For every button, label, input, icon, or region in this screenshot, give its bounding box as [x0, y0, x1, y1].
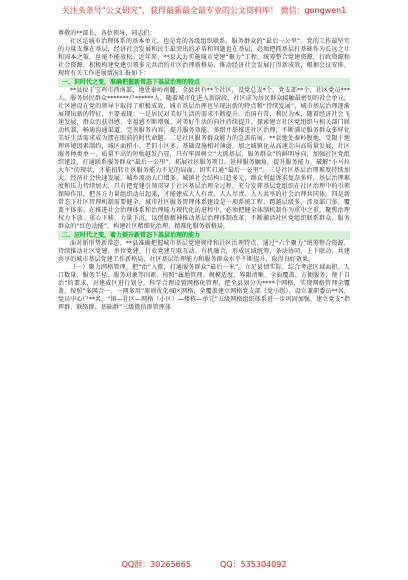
paragraph-section-1: **县位于宝鸡市西南部，地处秦岭南麓，全县共有**个社区，设党总支*个、党支部**个，社区党员***人。服务居民群众*******户******人。随着城市化进入新阶段，社区成为居民群众接触最密切的社会单元，社区建设在党的领导下取得了积极成效，城市基层治理也呈现出新的特点和“持续发展”，城市基层治理逐渐展现出新的特征，主要表现：一是居民对美好生活的需求不断提升。治国有常，利民为本，随着经济社会飞速发展，群众的获得感、幸福感不断增强，对美好生活的向往持续提升。探索建立社区党组织与相关部门联动机制，畅通沟通渠道，完善服务内容，提升服务效能，多措并举推进社区治理，不断满足服务群众多样化美好生活需求成为摆在眼前的时代命题。二是社区服务群众能力的急需拓展。**县地处秦岭腹地，受限于地理环境因素制约，城区面积小、老旧小区多，基础设施相对薄弱，加之城镇化从高速走向高质量发展，社区服务种类单一，质量不高的短板越发凸显，只有牢固树立“大抓基层、服务群众”的鲜明导向，加强社区党组织建设，打通联系服务群众“最后一公里”，拓展社区服务项目，延伸服务触角，提升服务能力，破解“小马拉大车”的现状，才能扭转社区服务能力不足的局面，切实打通“最后一公里”。三是社区基层治理难度持续加大。经济社会快速发展，城乡流动人口增多，城镇社会结构日趋多元，群众利益诉求复杂多样，基层治理难度和压力持续加大，只有把党建引领贯穿于社区基层治理全过程，充分发挥基层党组织在社区治理中的引领保障作用，把各方力量组织动员起来，才能建成人人有责、人人尽责、人人共享的社会治理共同体。四是新常态下社区管理机制需要健全。城市社区服务管理体系建设是一项系统工程，跨越层级多、涉及部门多、覆盖主体多。在推进社会治理体系和治理能力现代化的进程中，必须把健全体制机制作为重中之重，聚焦治理权力下放、重心下移、力量下沉，以创新精神推动基层治理体制改革，不断激活社区党组织联系群众、服务群众的“红色动能”，构建社区精细化治理、精准化服务新格局。 — [58, 87, 350, 230]
footer-qq: QQ：535304092 — [220, 560, 287, 569]
salutation: 尊敬的**部长，各位领导，同志们： — [58, 30, 156, 37]
paragraph-intro: 社区是城市治理体系的基本单元，也是党的各级组织联系、服务群众的“最后一公里”。党的工作最坚实的力量支撑在基层，经济社会发展和民生最突出的矛盾和问题也在基层，必须把抓基层打基础作为长远之计和固本之策，丝毫不能放松。近年来，**县大力实施城市党建“聚力”工程，统筹整合党建资源，行政资源和社会资源，积极构建党建引领多元共治的社区治理新格局，推动经济社会发展打得新成效，根据会议安排，现将有关工作进展情况汇报如下： — [58, 38, 350, 77]
paragraph-subsection-1: （一）聚力网格管理，把“治”入微，打通服务群众“最后一米”。立足县情实际，综合考虑区域面积、人口数量、服务半径、服务对象等因素，按照“属地管理、规模适度、界限清晰、全面覆盖、方便服务、便于自治”的要求，对建成区进行划分，科学合理设置网格化管理，把全县划分为****个网格，实现网格管理全覆盖，按照“多网合一、一网多用”原则优化城区网格，全覆盖建立网格党支部（党小组），设立兼职委员**名，党员中心户**名，“镇—社区—网格（小区）—楼栋—单元”五级网格组织体系进一步巩固加强。建立党支“指挥群、联络群、基础群”三级微信群管理体 — [58, 264, 350, 311]
section-heading-1: 一、识时代之变，准确把握新常态下基层治理的特点 — [58, 78, 350, 87]
footer — [0, 559, 408, 570]
document-body — [58, 30, 350, 312]
footer-qq-group: QQ群：30265665 — [121, 560, 191, 569]
paragraph-section-2: 面对新形势新常态，**县准确把握城市基层党建规律和社区治理特点，通过“六个聚力”统筹整合资源，持续推动社区党建、单位党建、行业党建互联互动、有机融合，形成区域统筹、条块协同、上下联动、共建共享的城市基层党建工作新格局，社区基层治理能力和服务群众水平不断提升，取得良好效果。 — [58, 240, 350, 263]
top-banner: 关注头条号“公文研究”，获得最新最全最专业的公文资料库！ 微信：gongwen1 — [61, 6, 347, 15]
section-heading-2: 二、应时代之变，着力提升新常态下基层治理的能力 — [58, 231, 350, 240]
